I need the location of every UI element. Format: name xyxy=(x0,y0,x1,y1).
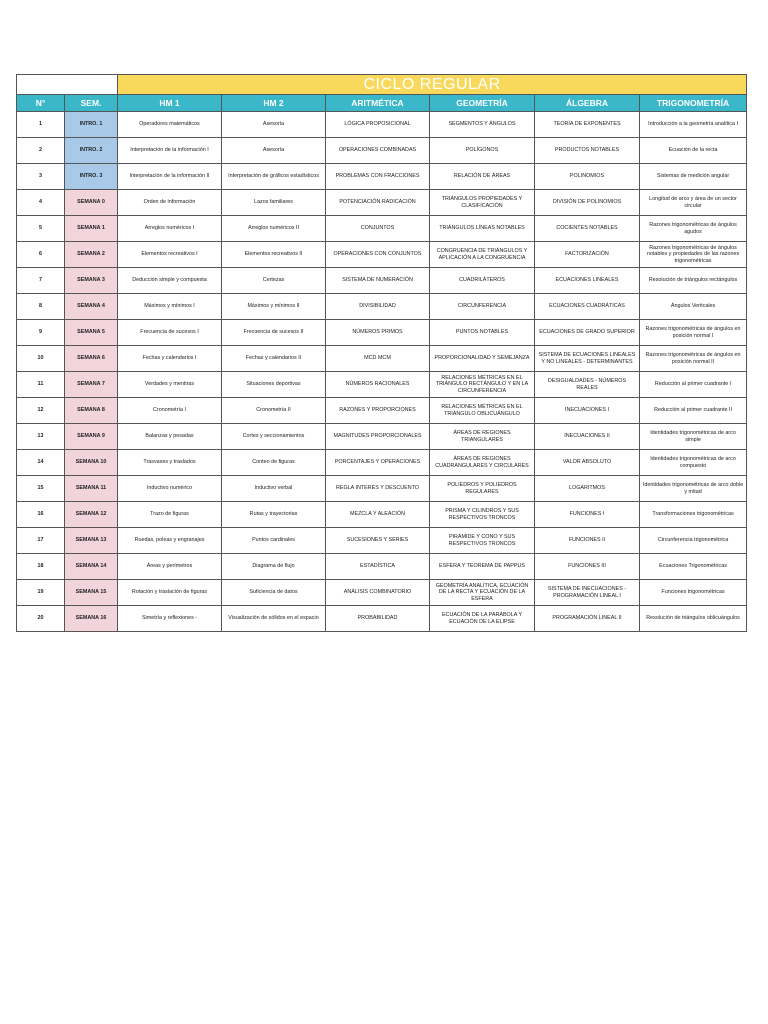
geometria-cell: RELACIÓN DE ÁREAS xyxy=(430,164,535,190)
algebra-cell: INECUACIONES I xyxy=(535,398,640,424)
algebra-cell: FUNCIONES III xyxy=(535,554,640,580)
geometria-cell: CONGRUENCIA DE TRIÁNGULOS Y APLICACIÓN A LA CONGRUENCIA xyxy=(430,242,535,268)
week-cell: SEMANA 13 xyxy=(65,528,118,554)
row-number: 3 xyxy=(17,164,65,190)
header-trigonometria: TRIGONOMETRÍA xyxy=(640,95,747,112)
row-number: 16 xyxy=(17,502,65,528)
algebra-cell: PROGRAMACIÓN LINEAL II xyxy=(535,606,640,632)
algebra-cell: PRODUCTOS NOTABLES xyxy=(535,138,640,164)
week-cell: SEMANA 12 xyxy=(65,502,118,528)
table-row xyxy=(17,138,747,164)
trigonometria-cell: Funciones trigonométricas xyxy=(640,580,747,606)
aritmetica-cell: OPERACIONES COMBINADAS xyxy=(326,138,430,164)
table-row xyxy=(17,580,747,606)
hm1-cell: Balanzas y pesadas xyxy=(118,424,222,450)
row-number: 4 xyxy=(17,190,65,216)
header-row xyxy=(17,95,747,112)
table-row xyxy=(17,294,747,320)
trigonometria-cell: Identidades trigonométricas de arco doble y mitad xyxy=(640,476,747,502)
aritmetica-cell: REGLA INTERÉS Y DESCUENTO xyxy=(326,476,430,502)
algebra-cell: INECUACIONES II xyxy=(535,424,640,450)
algebra-cell: FUNCIONES II xyxy=(535,528,640,554)
geometria-cell: TRIÁNGULOS PROPIEDADES Y CLASIFICACIÓN xyxy=(430,190,535,216)
algebra-cell: FUNCIONES I xyxy=(535,502,640,528)
week-cell: SEMANA 8 xyxy=(65,398,118,424)
aritmetica-cell: MCD MCM xyxy=(326,346,430,372)
algebra-cell: ECUACIONES DE GRADO SUPERIOR xyxy=(535,320,640,346)
hm2-cell: Máximos y mínimos II xyxy=(222,294,326,320)
table-row xyxy=(17,164,747,190)
geometria-cell: RELACIONES MÉTRICAS EN EL TRIÁNGULO OBLICUÁNGULO xyxy=(430,398,535,424)
hm2-cell: Puntos cardinales xyxy=(222,528,326,554)
header-hm2: HM 2 xyxy=(222,95,326,112)
hm2-cell: Inductivo verbal xyxy=(222,476,326,502)
table-row xyxy=(17,606,747,632)
week-cell: INTRO. 2 xyxy=(65,138,118,164)
table-row xyxy=(17,372,747,398)
hm1-cell: Trazo de figuras xyxy=(118,502,222,528)
hm2-cell: Visualización de sólidos en el espacio xyxy=(222,606,326,632)
geometria-cell: PIRÁMIDE Y CONO Y SUS RESPECTIVOS TRONCOS xyxy=(430,528,535,554)
header-number: N° xyxy=(17,95,65,112)
week-cell: SEMANA 10 xyxy=(65,450,118,476)
algebra-cell: FACTORIZACIÓN xyxy=(535,242,640,268)
table-row xyxy=(17,112,747,138)
aritmetica-cell: LÓGICA PROPOSICIONAL xyxy=(326,112,430,138)
trigonometria-cell: Razones trigonométricas de ángulos agudos xyxy=(640,216,747,242)
geometria-cell: POLÍGONOS xyxy=(430,138,535,164)
header-geometria: GEOMETRÍA xyxy=(430,95,535,112)
trigonometria-cell: Ángulos Verticales xyxy=(640,294,747,320)
hm1-cell: Operadores matemáticos xyxy=(118,112,222,138)
hm1-cell: Simetría y reflexiones - xyxy=(118,606,222,632)
table-row xyxy=(17,346,747,372)
trigonometria-cell: Circunferencia trigonométrica xyxy=(640,528,747,554)
table-row xyxy=(17,398,747,424)
header-hm1: HM 1 xyxy=(118,95,222,112)
aritmetica-cell: ESTADÍSTICA xyxy=(326,554,430,580)
hm2-cell: Frecuencia de sucesos II xyxy=(222,320,326,346)
hm2-cell: Arreglos numéricos II xyxy=(222,216,326,242)
week-cell: SEMANA 7 xyxy=(65,372,118,398)
hm2-cell: Cronometría II xyxy=(222,398,326,424)
row-number: 19 xyxy=(17,580,65,606)
row-number: 5 xyxy=(17,216,65,242)
table-row xyxy=(17,242,747,268)
row-number: 10 xyxy=(17,346,65,372)
algebra-cell: ECUACIONES CUADRÁTICAS xyxy=(535,294,640,320)
geometria-cell: CIRCUNFERENCIA xyxy=(430,294,535,320)
table-row xyxy=(17,268,747,294)
geometria-cell: CUADRILÁTEROS xyxy=(430,268,535,294)
row-number: 14 xyxy=(17,450,65,476)
week-cell: SEMANA 3 xyxy=(65,268,118,294)
aritmetica-cell: ANÁLISIS COMBINATORIO xyxy=(326,580,430,606)
aritmetica-cell: OPERACIONES CON CONJUNTOS xyxy=(326,242,430,268)
week-cell: SEMANA 2 xyxy=(65,242,118,268)
hm2-cell: Asesoría xyxy=(222,138,326,164)
row-number: 2 xyxy=(17,138,65,164)
week-cell: SEMANA 11 xyxy=(65,476,118,502)
geometria-cell: ESFERA Y TEOREMA DE PAPPUS xyxy=(430,554,535,580)
hm1-cell: Inductivo numérico xyxy=(118,476,222,502)
week-cell: INTRO. 1 xyxy=(65,112,118,138)
row-number: 6 xyxy=(17,242,65,268)
trigonometria-cell: Reducción al primer cuadrante II xyxy=(640,398,747,424)
algebra-cell: ECUACIONES LINEALES xyxy=(535,268,640,294)
trigonometria-cell: Reducción al primer cuadrante I xyxy=(640,372,747,398)
hm1-cell: Interpretación de la información II xyxy=(118,164,222,190)
geometria-cell: PUNTOS NOTABLES xyxy=(430,320,535,346)
aritmetica-cell: CONJUNTOS xyxy=(326,216,430,242)
table-row xyxy=(17,190,747,216)
aritmetica-cell: RAZONES Y PROPORCIONES xyxy=(326,398,430,424)
row-number: 11 xyxy=(17,372,65,398)
week-cell: SEMANA 6 xyxy=(65,346,118,372)
trigonometria-cell: Resolución de triángulos rectángulos xyxy=(640,268,747,294)
trigonometria-cell: Razones trigonométricas de ángulos en posición normal I xyxy=(640,320,747,346)
hm2-cell: Interpretación de gráficos estadísticos xyxy=(222,164,326,190)
hm1-cell: Orden de información xyxy=(118,190,222,216)
aritmetica-cell: DIVISIBILIDAD xyxy=(326,294,430,320)
hm2-cell: Situaciones deportivas xyxy=(222,372,326,398)
algebra-cell: DIVISIÓN DE POLINOMIOS xyxy=(535,190,640,216)
aritmetica-cell: NÚMEROS PRIMOS xyxy=(326,320,430,346)
trigonometria-cell: Ecuaciones Trigonométricas xyxy=(640,554,747,580)
hm2-cell: Certezas xyxy=(222,268,326,294)
title-row xyxy=(17,75,747,95)
trigonometria-cell: Resolución de triángulos oblicuángulos xyxy=(640,606,747,632)
algebra-cell: SISTEMA DE ECUACIONES LINEALES Y NO LINEALES - DETERMINANTES xyxy=(535,346,640,372)
hm1-cell: Cronometría I xyxy=(118,398,222,424)
geometria-cell: RELACIONES MÉTRICAS EN EL TRIÁNGULO RECTÁNGULO Y EN LA CIRCUNFERENCIA xyxy=(430,372,535,398)
week-cell: SEMANA 9 xyxy=(65,424,118,450)
aritmetica-cell: PROBLEMAS CON FRACCIONES xyxy=(326,164,430,190)
algebra-cell: DESIGUALDADES - NÚMEROS REALES xyxy=(535,372,640,398)
week-cell: INTRO. 3 xyxy=(65,164,118,190)
geometria-cell: PROPORCIONALIDAD Y SEMEJANZA xyxy=(430,346,535,372)
aritmetica-cell: PROBABILIDAD xyxy=(326,606,430,632)
geometria-cell: TRIÁNGULOS LÍNEAS NOTABLES xyxy=(430,216,535,242)
aritmetica-cell: POTENCIACIÓN RADICACIÓN xyxy=(326,190,430,216)
hm1-cell: Fechas y calendarios I xyxy=(118,346,222,372)
trigonometria-cell: Razones trigonométricas de ángulos en posición normal II xyxy=(640,346,747,372)
hm2-cell: Conteo de figuras xyxy=(222,450,326,476)
row-number: 13 xyxy=(17,424,65,450)
table-row xyxy=(17,476,747,502)
hm1-cell: Máximos y mínimos I xyxy=(118,294,222,320)
hm1-cell: Trasvases y traslados xyxy=(118,450,222,476)
table-row xyxy=(17,216,747,242)
hm2-cell: Suficiencia de datos xyxy=(222,580,326,606)
hm2-cell: Cortes y seccionamientos xyxy=(222,424,326,450)
week-cell: SEMANA 0 xyxy=(65,190,118,216)
week-cell: SEMANA 4 xyxy=(65,294,118,320)
aritmetica-cell: SISTEMA DE NUMERACIÓN xyxy=(326,268,430,294)
hm2-cell: Lazos familiares xyxy=(222,190,326,216)
hm1-cell: Áreas y perímetros xyxy=(118,554,222,580)
hm2-cell: Fechas y calendarios II xyxy=(222,346,326,372)
geometria-cell: SEGMENTOS Y ÁNGULOS xyxy=(430,112,535,138)
geometria-cell: ÁREAS DE REGIONES TRIANGULARES xyxy=(430,424,535,450)
trigonometria-cell: Transformaciones trigonométricas xyxy=(640,502,747,528)
row-number: 17 xyxy=(17,528,65,554)
week-cell: SEMANA 16 xyxy=(65,606,118,632)
geometria-cell: PRISMA Y CILINDROS Y SUS RESPECTIVOS TRONCOS xyxy=(430,502,535,528)
hm1-cell: Arreglos numéricos I xyxy=(118,216,222,242)
trigonometria-cell: Introducción a la geometría analítica I xyxy=(640,112,747,138)
geometria-cell: POLIEDROS Y POLIEDROS REGULARES xyxy=(430,476,535,502)
table-row xyxy=(17,320,747,346)
hm2-cell: Elementos recreativos II xyxy=(222,242,326,268)
aritmetica-cell: MEZCLA Y ALEACIÓN xyxy=(326,502,430,528)
row-number: 8 xyxy=(17,294,65,320)
aritmetica-cell: PORCENTAJES Y OPERACIONES xyxy=(326,450,430,476)
aritmetica-cell: NÚMEROS RACIONALES xyxy=(326,372,430,398)
geometria-cell: ECUACIÓN DE LA PARÁBOLA Y ECUACIÓN DE LA ELIPSE xyxy=(430,606,535,632)
table-title: CICLO REGULAR xyxy=(118,75,747,95)
header-week: SEM. xyxy=(65,95,118,112)
title-blank-cell xyxy=(17,75,118,95)
geometria-cell: ÁREAS DE REGIONES CUADRANGULARES Y CIRCULARES xyxy=(430,450,535,476)
trigonometria-cell: Identidades trigonométricas de arco simple xyxy=(640,424,747,450)
algebra-cell: COCIENTES NOTABLES xyxy=(535,216,640,242)
row-number: 15 xyxy=(17,476,65,502)
hm1-cell: Ruedas, poleas y engranajes xyxy=(118,528,222,554)
table-row xyxy=(17,450,747,476)
row-number: 20 xyxy=(17,606,65,632)
header-algebra: ÁLGEBRA xyxy=(535,95,640,112)
row-number: 9 xyxy=(17,320,65,346)
hm1-cell: Deducción simple y compuesta xyxy=(118,268,222,294)
algebra-cell: TEORÍA DE EXPONENTES xyxy=(535,112,640,138)
week-cell: SEMANA 5 xyxy=(65,320,118,346)
table-row xyxy=(17,528,747,554)
algebra-cell: LOGARITMOS xyxy=(535,476,640,502)
week-cell: SEMANA 14 xyxy=(65,554,118,580)
hm2-cell: Asesoría xyxy=(222,112,326,138)
row-number: 7 xyxy=(17,268,65,294)
header-aritmetica: ARITMÉTICA xyxy=(326,95,430,112)
trigonometria-cell: Razones trigonométricas de ángulos notables y propiedades de las razones trigonométricas xyxy=(640,242,747,268)
aritmetica-cell: SUCESIONES Y SERIES xyxy=(326,528,430,554)
hm1-cell: Interpretación de la información I xyxy=(118,138,222,164)
trigonometria-cell: Sistemas de medición angular xyxy=(640,164,747,190)
row-number: 18 xyxy=(17,554,65,580)
hm1-cell: Elementos recreativos I xyxy=(118,242,222,268)
table-row xyxy=(17,424,747,450)
row-number: 12 xyxy=(17,398,65,424)
week-cell: SEMANA 1 xyxy=(65,216,118,242)
geometria-cell: GEOMETRÍA ANALÍTICA, ECUACIÓN DE LA RECTA Y ECUACIÓN DE LA ESFERA xyxy=(430,580,535,606)
hm2-cell: Rutas y trayectorias xyxy=(222,502,326,528)
trigonometria-cell: Ecuación de la recta xyxy=(640,138,747,164)
algebra-cell: POLINOMIOS xyxy=(535,164,640,190)
aritmetica-cell: MAGNITUDES PROPORCIONALES xyxy=(326,424,430,450)
table-row xyxy=(17,502,747,528)
hm1-cell: Frecuencia de sucesos I xyxy=(118,320,222,346)
week-cell: SEMANA 15 xyxy=(65,580,118,606)
schedule-table xyxy=(16,74,747,632)
hm1-cell: Rotación y traslación de figuras xyxy=(118,580,222,606)
row-number: 1 xyxy=(17,112,65,138)
trigonometria-cell: Longitud de arco y área de un sector circular xyxy=(640,190,747,216)
algebra-cell: VALOR ABSOLUTO xyxy=(535,450,640,476)
trigonometria-cell: Identidades trigonométricas de arco compuesto xyxy=(640,450,747,476)
hm1-cell: Verdades y mentiras xyxy=(118,372,222,398)
table-row xyxy=(17,554,747,580)
hm2-cell: Diagrama de flujo xyxy=(222,554,326,580)
algebra-cell: SISTEMA DE INECUACIONES - PROGRAMACIÓN LINEAL I xyxy=(535,580,640,606)
